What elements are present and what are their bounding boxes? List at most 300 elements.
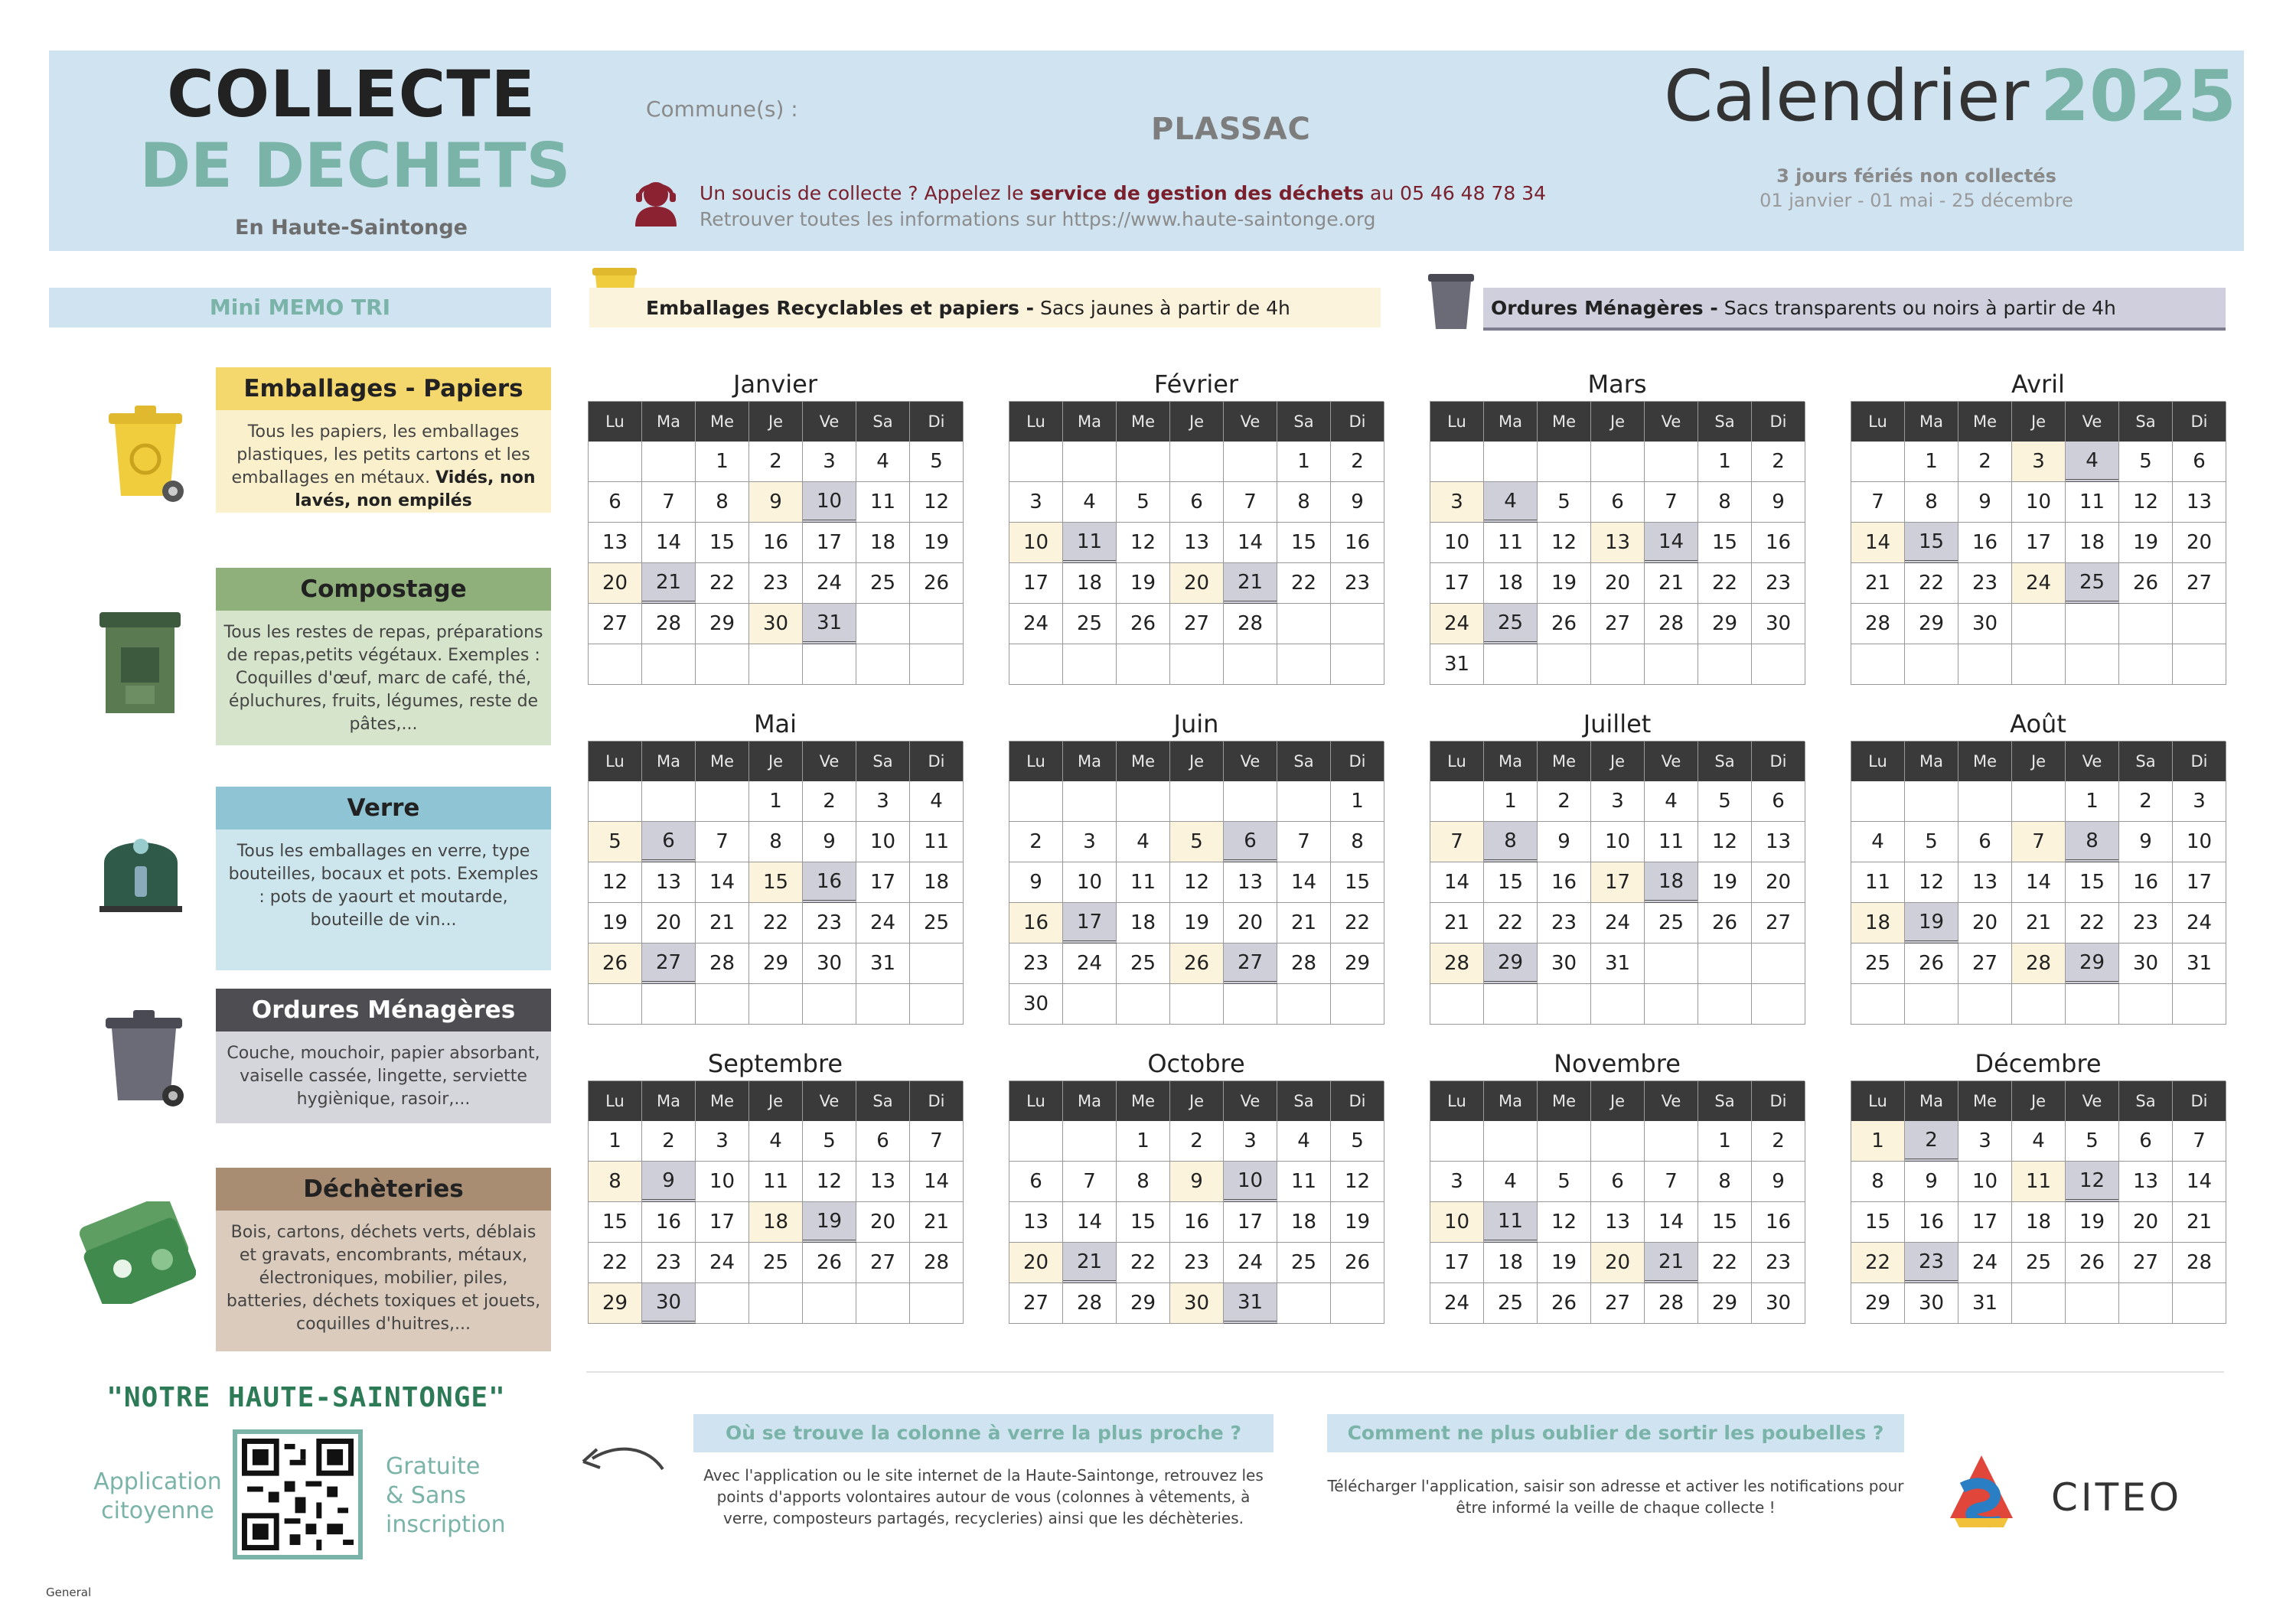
empty-day-cell [1277,1283,1331,1324]
day-cell: 3 [1009,482,1063,523]
empty-day-cell [910,984,964,1025]
citeo-logo: CITEO [2051,1475,2183,1520]
day-cell: 21 [1277,903,1331,943]
day-cell: 18 [1484,563,1538,604]
day-cell: 24 [2012,563,2066,604]
day-cell: 20 [589,563,642,604]
day-cell: 2 [749,442,803,482]
weekday-header: Di [1331,402,1384,442]
day-cell: 30 [642,1283,696,1324]
day-cell: 28 [1851,604,1905,644]
qr-code-icon [242,1439,354,1550]
weekday-header: Me [1958,741,2012,781]
empty-day-cell [2012,644,2066,685]
weekday-header: Ma [642,1081,696,1121]
legend-household [1483,288,2226,331]
day-cell: 5 [1331,1121,1384,1162]
day-cell: 28 [1224,604,1277,644]
day-cell: 8 [1905,482,1958,523]
empty-day-cell [1752,984,1805,1025]
day-cell: 16 [1752,523,1805,563]
empty-day-cell [642,781,696,822]
empty-day-cell [1277,644,1331,685]
memo-card-title: Ordures Ménagères [216,989,551,1031]
empty-day-cell [1331,984,1384,1025]
title-dechets: DE DECHETS [139,130,571,201]
day-cell: 4 [1484,482,1538,523]
day-cell: 12 [1331,1162,1384,1202]
day-cell: 10 [1224,1162,1277,1202]
day-cell: 9 [1170,1162,1224,1202]
holidays-dates: 01 janvier - 01 mai - 25 décembre [1760,190,2073,211]
day-cell: 11 [1851,862,1905,903]
qr-code[interactable] [233,1429,363,1559]
empty-day-cell [1538,644,1591,685]
day-cell: 14 [1430,862,1484,903]
day-cell: 4 [856,442,910,482]
day-cell: 14 [1224,523,1277,563]
day-cell: 29 [1698,604,1752,644]
day-cell: 14 [2012,862,2066,903]
empty-day-cell [1851,984,1905,1025]
day-cell: 22 [749,903,803,943]
empty-day-cell [1851,644,1905,685]
memo-card-text: Tous les emballages en verre, type bouteilles, bocaux et pots. Exemples : pots de yaourt et moutarde, bouteille de vin... [216,829,551,970]
month-title: Avril [2011,370,2065,399]
day-cell: 14 [1851,523,1905,563]
month-calendar [1851,1047,2226,1324]
day-cell: 13 [1591,523,1645,563]
day-cell: 3 [1958,1121,2012,1162]
weekday-header: Je [2012,402,2066,442]
day-cell: 20 [642,903,696,943]
day-cell: 26 [1117,604,1170,644]
empty-day-cell [2173,1283,2226,1324]
day-cell: 28 [1277,943,1331,984]
day-cell: 6 [1009,1162,1063,1202]
empty-day-cell [2012,984,2066,1025]
day-cell: 29 [1484,943,1538,984]
curved-arrow-icon [579,1436,670,1481]
day-cell: 4 [749,1121,803,1162]
empty-day-cell [1538,442,1591,482]
day-cell: 23 [1538,903,1591,943]
day-cell: 3 [1430,1162,1484,1202]
recycling-centre-card-icon [77,1201,196,1304]
day-cell: 21 [1063,1243,1117,1283]
day-cell: 21 [696,903,749,943]
day-cell: 15 [1277,523,1331,563]
empty-day-cell [1591,442,1645,482]
month-days-grid [1851,401,2226,685]
day-cell: 24 [696,1243,749,1283]
day-cell: 9 [803,822,856,862]
day-cell: 12 [803,1162,856,1202]
month-title: Août [2010,709,2066,738]
day-cell: 16 [803,862,856,903]
empty-day-cell [1117,781,1170,822]
weekday-header: Je [749,741,803,781]
day-cell: 1 [1277,442,1331,482]
empty-day-cell [1905,984,1958,1025]
day-cell: 31 [1591,943,1645,984]
weekday-header: Lu [1009,402,1063,442]
day-cell: 8 [1331,822,1384,862]
day-cell: 17 [1430,1243,1484,1283]
weekday-header: Ve [1224,402,1277,442]
month-title: Juillet [1583,709,1652,738]
memo-card-glass [216,787,551,970]
day-cell: 16 [642,1202,696,1243]
empty-day-cell [1484,1121,1538,1162]
day-cell: 28 [2012,943,2066,984]
empty-day-cell [1009,1121,1063,1162]
empty-day-cell [696,1283,749,1324]
household-bin-icon [99,1010,190,1108]
contact-phone: au 05 46 48 78 34 [1364,182,1547,204]
memo-card-text: Tous les restes de repas, préparations de repas,petits végétaux. Exemples : Coquilles d'œuf, marc de café, thé, épluchures, fruits, légumes, reste de pâtes,... [216,611,551,745]
empty-day-cell [1905,781,1958,822]
day-cell: 16 [1905,1202,1958,1243]
empty-day-cell [1591,644,1645,685]
empty-day-cell [910,644,964,685]
day-cell: 9 [1538,822,1591,862]
day-cell: 20 [856,1202,910,1243]
app-label [73,1468,242,1526]
day-cell: 26 [803,1243,856,1283]
day-cell: 28 [1645,604,1698,644]
day-cell: 19 [1905,903,1958,943]
day-cell: 27 [2173,563,2226,604]
empty-day-cell [749,1283,803,1324]
day-cell: 20 [1752,862,1805,903]
empty-day-cell [1009,442,1063,482]
haute-saintonge-logo [1939,1442,2024,1541]
weekday-header: Ve [2066,741,2119,781]
weekday-header: Sa [856,741,910,781]
day-cell: 3 [696,1121,749,1162]
day-cell: 18 [2012,1202,2066,1243]
empty-day-cell [1958,644,2012,685]
memo-card-emphasis: Vidés, non lavés, non empilés [295,468,536,510]
day-cell: 12 [589,862,642,903]
empty-day-cell [1538,984,1591,1025]
day-cell: 6 [2119,1121,2173,1162]
day-cell: 11 [910,822,964,862]
empty-day-cell [1117,644,1170,685]
day-cell: 3 [1063,822,1117,862]
day-cell: 16 [1170,1202,1224,1243]
day-cell: 26 [1538,1283,1591,1324]
month-calendar [1009,707,1384,1025]
day-cell: 27 [642,943,696,984]
day-cell: 16 [749,523,803,563]
day-cell: 16 [1752,1202,1805,1243]
empty-day-cell [1224,644,1277,685]
day-cell: 21 [642,563,696,604]
day-cell: 24 [856,903,910,943]
weekday-header: Di [2173,402,2226,442]
day-cell: 26 [1538,604,1591,644]
day-cell: 29 [1698,1283,1752,1324]
day-cell: 31 [2173,943,2226,984]
weekday-header: Ma [1905,402,1958,442]
day-cell: 9 [749,482,803,523]
day-cell: 26 [1331,1243,1384,1283]
empty-day-cell [1851,781,1905,822]
day-cell: 11 [1645,822,1698,862]
day-cell: 8 [1484,822,1538,862]
day-cell: 1 [696,442,749,482]
weekday-header: Sa [1698,402,1752,442]
empty-day-cell [1331,604,1384,644]
day-cell: 22 [1698,563,1752,604]
day-cell: 30 [803,943,856,984]
day-cell: 11 [1484,1202,1538,1243]
empty-day-cell [589,781,642,822]
day-cell: 4 [910,781,964,822]
legend-household-text [1491,297,2116,319]
day-cell: 24 [1430,604,1484,644]
empty-day-cell [1063,442,1117,482]
empty-day-cell [589,644,642,685]
faq-question-glass: Où se trouve la colonne à verre la plus proche ? [693,1414,1274,1452]
day-cell: 1 [749,781,803,822]
day-cell: 23 [1170,1243,1224,1283]
weekday-header: Ma [1063,741,1117,781]
empty-day-cell [1170,442,1224,482]
day-cell: 12 [2066,1162,2119,1202]
day-cell: 7 [1224,482,1277,523]
day-cell: 21 [1430,903,1484,943]
day-cell: 6 [1591,1162,1645,1202]
day-cell: 22 [1905,563,1958,604]
month-days-grid [588,401,963,685]
day-cell: 7 [2173,1121,2226,1162]
empty-day-cell [1484,644,1538,685]
weekday-header: Lu [1851,1081,1905,1121]
day-cell: 12 [1905,862,1958,903]
day-cell: 18 [1484,1243,1538,1283]
empty-day-cell [1430,1121,1484,1162]
day-cell: 26 [2066,1243,2119,1283]
weekday-header: Sa [856,1081,910,1121]
day-cell: 25 [1484,604,1538,644]
day-cell: 14 [642,523,696,563]
day-cell: 7 [2012,822,2066,862]
day-cell: 7 [642,482,696,523]
month-title: Juin [1173,709,1219,738]
day-cell: 6 [2173,442,2226,482]
memo-card-recycling-centre [216,1168,551,1351]
empty-day-cell [1645,943,1698,984]
day-cell: 11 [1277,1162,1331,1202]
weekday-header: Ve [1645,741,1698,781]
day-cell: 1 [589,1121,642,1162]
day-cell: 2 [642,1121,696,1162]
day-cell: 3 [803,442,856,482]
day-cell: 23 [1331,563,1384,604]
day-cell: 22 [1277,563,1331,604]
day-cell: 12 [1538,1202,1591,1243]
day-cell: 19 [910,523,964,563]
empty-day-cell [696,781,749,822]
day-cell: 13 [1224,862,1277,903]
empty-day-cell [696,984,749,1025]
day-cell: 24 [2173,903,2226,943]
day-cell: 11 [749,1162,803,1202]
day-cell: 10 [1430,1202,1484,1243]
day-cell: 28 [1645,1283,1698,1324]
day-cell: 16 [1538,862,1591,903]
day-cell: 7 [1645,1162,1698,1202]
day-cell: 31 [803,604,856,644]
weekday-header: Lu [589,1081,642,1121]
day-cell: 30 [1009,984,1063,1025]
day-cell: 1 [1484,781,1538,822]
day-cell: 22 [1851,1243,1905,1283]
weekday-header: Je [749,1081,803,1121]
day-cell: 20 [1170,563,1224,604]
day-cell: 9 [1905,1162,1958,1202]
day-cell: 12 [1170,862,1224,903]
day-cell: 17 [856,862,910,903]
empty-day-cell [1063,644,1117,685]
day-cell: 5 [1538,1162,1591,1202]
empty-day-cell [749,984,803,1025]
free-label-line3: inscription [386,1511,506,1538]
empty-day-cell [2012,1283,2066,1324]
day-cell: 2 [1958,442,2012,482]
day-cell: 13 [1170,523,1224,563]
day-cell: 5 [1538,482,1591,523]
day-cell: 24 [1009,604,1063,644]
day-cell: 5 [589,822,642,862]
day-cell: 24 [803,563,856,604]
day-cell: 9 [2119,822,2173,862]
day-cell: 3 [1430,482,1484,523]
day-cell: 3 [2012,442,2066,482]
empty-day-cell [2012,781,2066,822]
empty-day-cell [910,1283,964,1324]
day-cell: 9 [1752,1162,1805,1202]
month-title: Septembre [707,1049,843,1078]
day-cell: 7 [1277,822,1331,862]
day-cell: 29 [589,1283,642,1324]
day-cell: 22 [1117,1243,1170,1283]
day-cell: 17 [2173,862,2226,903]
free-label-line2: & Sans [386,1482,466,1509]
memo-card-text: Bois, cartons, déchets verts, déblais et gravats, encombrants, métaux, électroniques, mobilier, piles, batteries, déchets toxiques et jouets, coquilles d'huitres,... [216,1211,551,1351]
weekday-header: Sa [2119,741,2173,781]
day-cell: 8 [1698,1162,1752,1202]
empty-day-cell [1752,943,1805,984]
day-cell: 14 [1277,862,1331,903]
weekday-header: Ma [1484,1081,1538,1121]
memo-card-title: Verre [216,787,551,829]
day-cell: 27 [1752,903,1805,943]
day-cell: 13 [856,1162,910,1202]
weekday-header: Je [1170,1081,1224,1121]
weekday-header: Ve [1224,741,1277,781]
day-cell: 21 [910,1202,964,1243]
day-cell: 14 [696,862,749,903]
day-cell: 10 [803,482,856,523]
memo-card-title: Compostage [216,568,551,611]
weekday-header: Me [696,402,749,442]
day-cell: 20 [1591,563,1645,604]
day-cell: 13 [589,523,642,563]
day-cell: 2 [1170,1121,1224,1162]
day-cell: 22 [1698,1243,1752,1283]
empty-day-cell [856,644,910,685]
weekday-header: Je [2012,741,2066,781]
day-cell: 25 [856,563,910,604]
month-title: Décembre [1975,1049,2102,1078]
header-banner [49,51,2244,251]
day-cell: 27 [1958,943,2012,984]
weekday-header: Je [1591,741,1645,781]
day-cell: 25 [1063,604,1117,644]
day-cell: 2 [803,781,856,822]
day-cell: 3 [856,781,910,822]
weekday-header: Je [1170,402,1224,442]
day-cell: 30 [1752,604,1805,644]
empty-day-cell [1591,1121,1645,1162]
weekday-header: Ve [803,1081,856,1121]
empty-day-cell [1277,604,1331,644]
day-cell: 15 [1484,862,1538,903]
day-cell: 5 [2066,1121,2119,1162]
day-cell: 24 [1224,1243,1277,1283]
day-cell: 15 [749,862,803,903]
empty-day-cell [1958,781,2012,822]
day-cell: 11 [2066,482,2119,523]
day-cell: 11 [2012,1162,2066,1202]
day-cell: 27 [1009,1283,1063,1324]
day-cell: 11 [1063,523,1117,563]
empty-day-cell [2119,644,2173,685]
day-cell: 21 [1851,563,1905,604]
website-line: Retrouver toutes les informations sur https://www.haute-saintonge.org [700,208,1376,230]
day-cell: 15 [1698,1202,1752,1243]
day-cell: 30 [1170,1283,1224,1324]
day-cell: 18 [856,523,910,563]
month-days-grid [588,1080,963,1324]
empty-day-cell [642,984,696,1025]
weekday-header: Ma [1063,1081,1117,1121]
weekday-header: Me [696,1081,749,1121]
day-cell: 8 [696,482,749,523]
day-cell: 15 [1905,523,1958,563]
empty-day-cell [2119,1283,2173,1324]
title-region: En Haute-Saintonge [235,216,468,240]
weekday-header: Me [1958,402,2012,442]
memo-card-text [216,410,551,513]
day-cell: 28 [2173,1243,2226,1283]
empty-day-cell [1331,1283,1384,1324]
day-cell: 2 [1905,1121,1958,1162]
day-cell: 4 [1851,822,1905,862]
day-cell: 24 [1430,1283,1484,1324]
day-cell: 13 [642,862,696,903]
empty-day-cell [642,442,696,482]
empty-day-cell [1645,1121,1698,1162]
weekday-header: Sa [1698,741,1752,781]
day-cell: 13 [1752,822,1805,862]
day-cell: 18 [1063,563,1117,604]
household-bin-legend-icon [1425,269,1477,334]
